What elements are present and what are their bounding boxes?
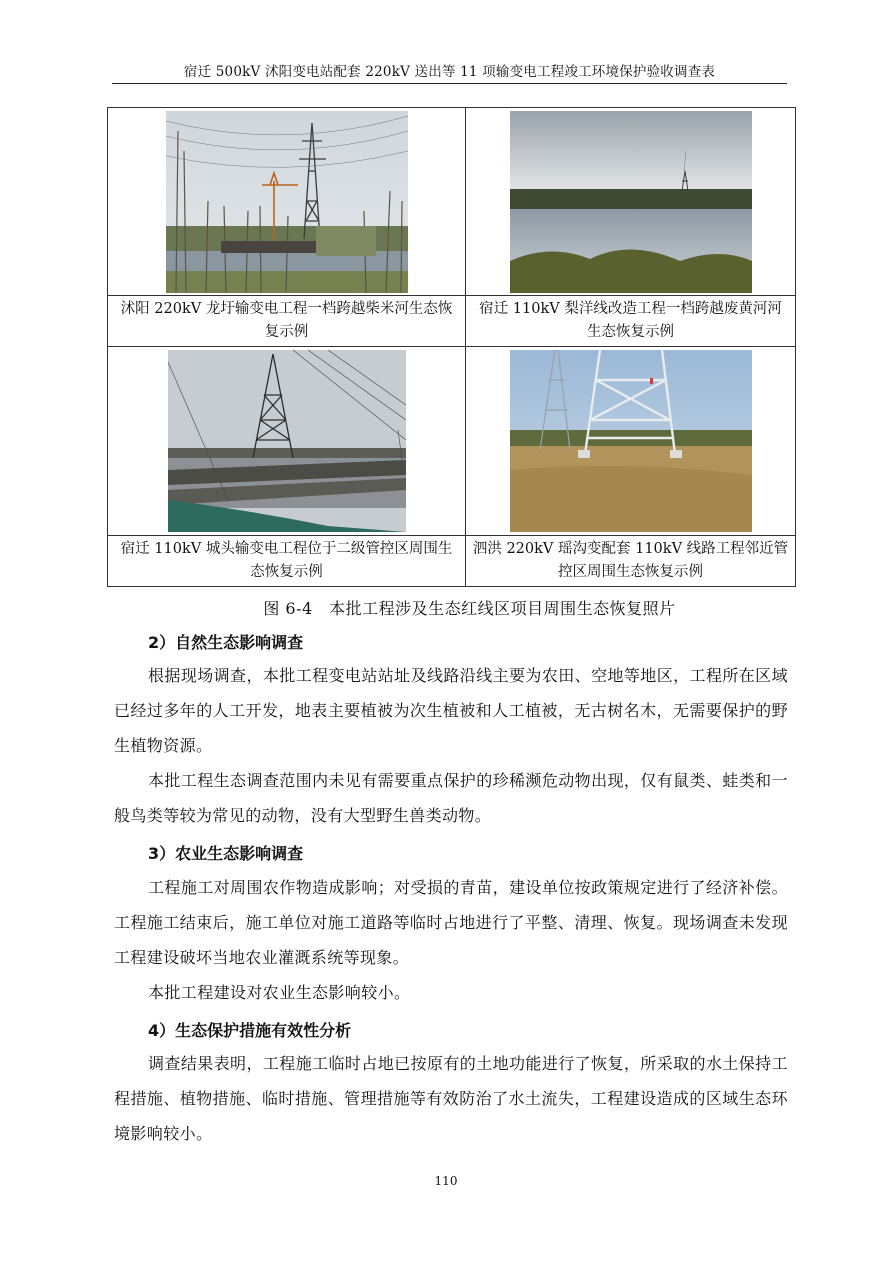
photo-table — [107, 107, 796, 587]
header-rule — [112, 83, 787, 84]
photo-caption-3: 宿迁 110kV 城头输变电工程位于二级管控区周围生态恢复示例 — [108, 535, 466, 586]
photo-caption-2: 宿迁 110kV 梨洋线改造工程一档跨越废黄河河生态恢复示例 — [466, 296, 796, 347]
document-header: 宿迁 500kV 沭阳变电站配套 220kV 送出等 11 项输变电工程竣工环境保护验收调查表 — [183, 64, 716, 80]
tower-field-photo — [510, 350, 752, 532]
photo-cell-1 — [108, 108, 466, 296]
section-heading-effectiveness: 4）生态保护措施有效性分析 — [148, 1021, 352, 1040]
photo-caption-1: 沭阳 220kV 龙圩输变电工程一档跨越柴米河生态恢复示例 — [108, 296, 466, 347]
paragraph-natural-2: 本批工程生态调查范围内未见有需要重点保护的珍稀濒危动物出现，仅有鼠类、蛙类和一般鸟类等较为常见的动物，没有大型野生兽类动物。 — [114, 771, 788, 825]
tower-wetland-photo — [168, 350, 406, 532]
photo-cell-4 — [466, 347, 796, 535]
photo-caption-4: 泗洪 220kV 瑶沟变配套 110kV 线路工程邻近管控区周围生态恢复示例 — [466, 535, 796, 586]
photo-cell-3 — [108, 347, 466, 535]
paragraph-natural-1: 根据现场调查，本批工程变电站站址及线路沿线主要为农田、空地等地区，工程所在区域已经过多年的人工开发，地表主要植被为次生植被和人工植被，无古树名木，无需要保护的野生植物资源。 — [114, 666, 788, 755]
figure-caption: 图 6-4 本批工程涉及生态红线区项目周围生态恢复照片 — [263, 599, 676, 618]
photo-cell-2 — [466, 108, 796, 296]
river-crossing-photo — [510, 111, 752, 293]
page-number: 110 — [434, 1174, 458, 1188]
transmission-tower-river-photo — [166, 111, 408, 293]
section-heading-agriculture: 3）农业生态影响调查 — [148, 844, 304, 863]
paragraph-agriculture-1: 工程施工对周围农作物造成影响；对受损的青苗，建设单位按政策规定进行了经济补偿。工程施工结束后，施工单位对施工道路等临时占地进行了平整、清理、恢复。现场调查未发现工程建设破坏当地农业灌溉系统等现象。 — [114, 878, 788, 967]
paragraph-effectiveness-1: 调查结果表明，工程施工临时占地已按原有的土地功能进行了恢复，所采取的水土保持工程措施、植物措施、临时措施、管理措施等有效防治了水土流失，工程建设造成的区域生态环境影响较小。 — [114, 1054, 788, 1143]
section-heading-natural: 2）自然生态影响调查 — [148, 633, 304, 652]
paragraph-agriculture-2: 本批工程建设对农业生态影响较小。 — [148, 983, 411, 1002]
